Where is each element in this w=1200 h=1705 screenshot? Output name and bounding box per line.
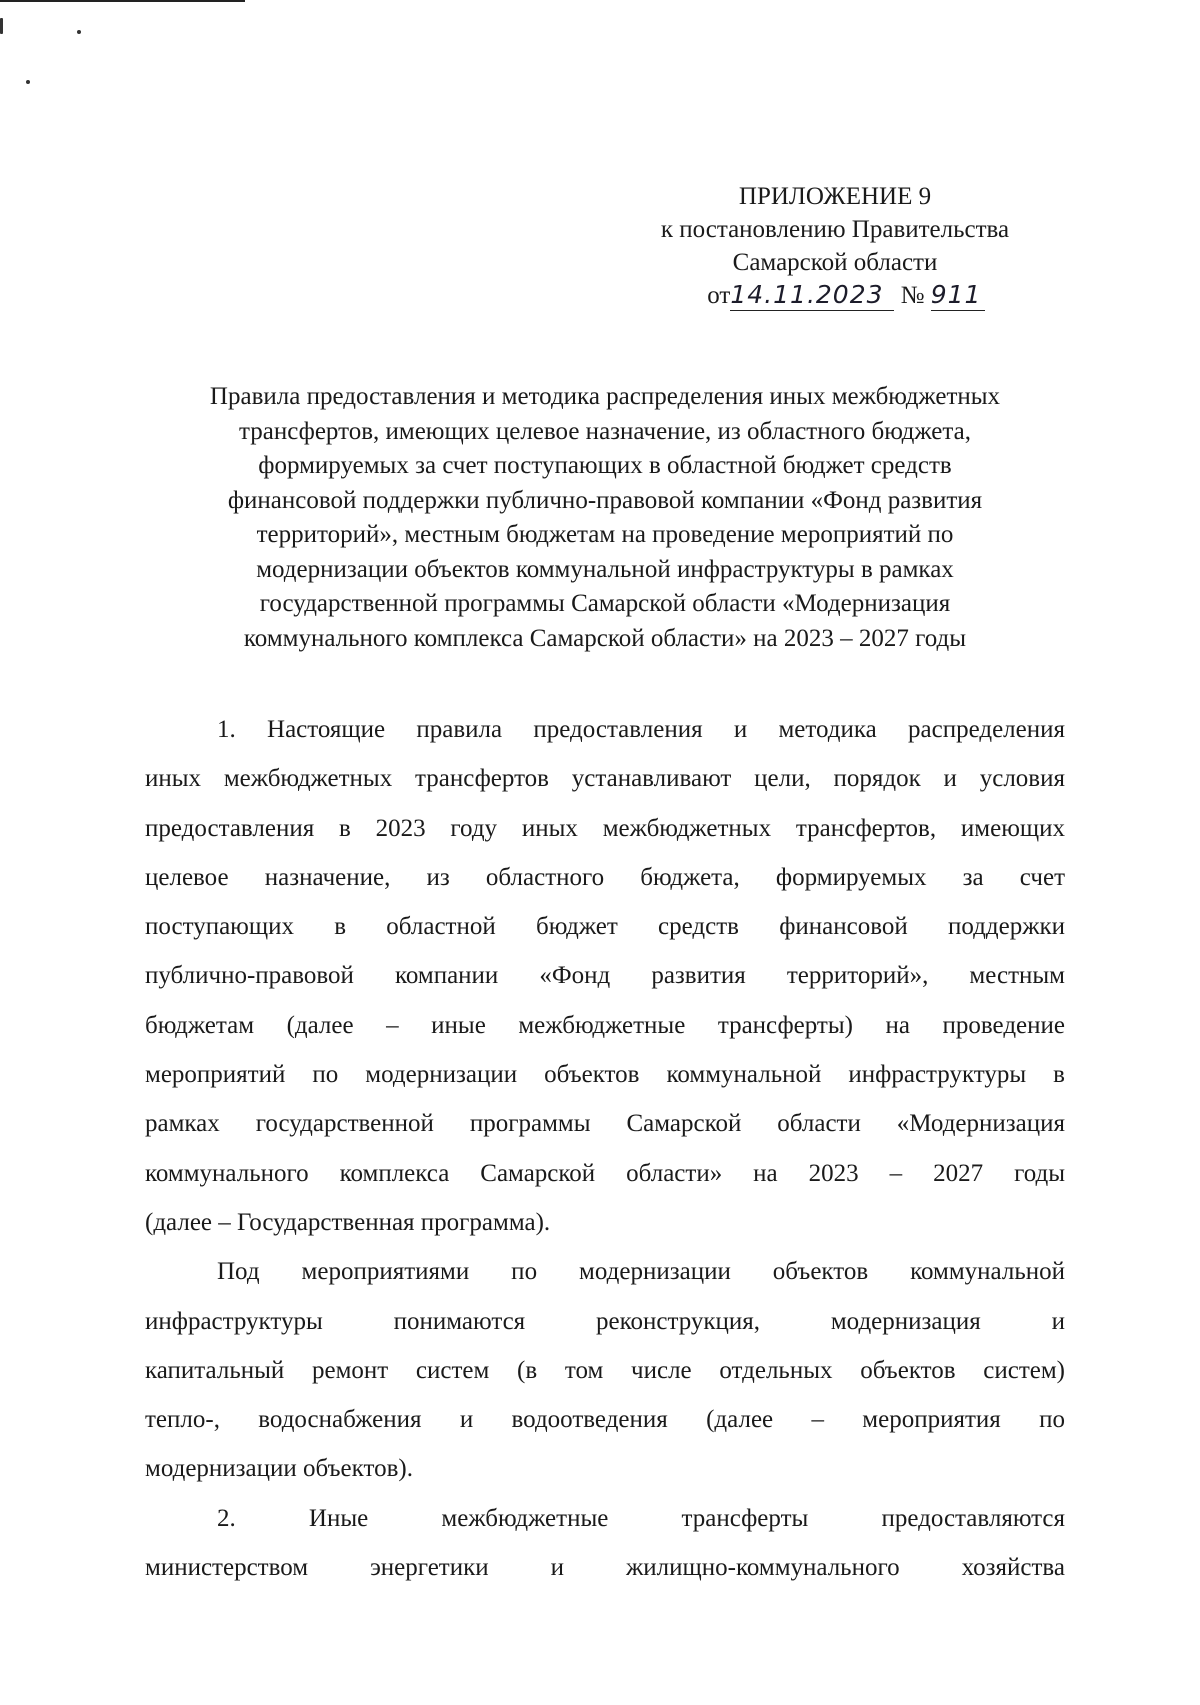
body-line: 2. Иные межбюджетные трансферты предоставляются [217,1504,1065,1532]
appendix-header [600,180,1070,312]
body-line: публично-правовой компании «Фонд развития территорий», местным [145,962,1065,990]
appendix-region: Самарской области [732,249,938,276]
body-line: тепло-, водоснабжения и водоотведения (далее – мероприятия по [145,1406,1065,1434]
body-line: целевое назначение, из областного бюджета, формируемых за счет [145,863,1065,891]
title-line: коммунального комплекса Самарской области» на 2023 – 2027 годы [243,624,967,652]
body-line: (далее – Государственная программа). [145,1208,551,1236]
body-line: рамках государственной программы Самарской области «Модернизация [145,1110,1065,1138]
title-line: финансовой поддержки публично-правовой компании «Фонд развития [227,486,983,514]
paragraph-1 [145,705,1065,1247]
handwritten-number: 911 [931,280,985,311]
paragraph-3 [145,1494,1065,1593]
handwritten-date: 14.11.2023 [730,280,894,311]
body-line: предоставления в 2023 году иных межбюджетных трансфертов, имеющих [145,814,1065,842]
document-body [145,705,1065,1592]
body-line: иных межбюджетных трансфертов устанавливают цели, порядок и условия [145,765,1065,793]
scan-speck [77,30,81,34]
title-line: модернизации объектов коммунальной инфраструктуры в рамках [256,555,954,583]
scan-speck [26,80,30,84]
document-title [140,380,1070,656]
body-line: министерством энергетики и жилищно-коммунального хозяйства [145,1554,1065,1582]
body-line: Под мероприятиями по модернизации объектов коммунальной [217,1258,1065,1286]
scan-edge-line [0,0,245,2]
body-line: 1. Настоящие правила предоставления и методика распределения [217,716,1065,743]
appendix-date-number-line [600,279,1070,312]
body-line: капитальный ремонт систем (в том числе отдельных объектов систем) [145,1356,1065,1384]
title-line: территорий», местным бюджетам на проведение мероприятий по [256,521,954,548]
body-line: коммунального комплекса Самарской области» на 2023 – 2027 годы [145,1159,1065,1187]
scan-speck [0,18,3,34]
appendix-subtitle: к постановлению Правительства [660,216,1010,243]
title-line: Правила предоставления и методика распределения иных межбюджетных [209,383,1001,410]
title-line: формируемых за счет поступающих в областной бюджет средств [258,452,952,479]
paragraph-2 [145,1247,1065,1493]
title-line: трансфертов, имеющих целевое назначение, из областного бюджета, [239,417,971,445]
number-prefix: № [900,282,925,309]
body-line: мероприятий по модернизации объектов коммунальной инфраструктуры в [145,1061,1065,1089]
body-line: бюджетам (далее – иные межбюджетные трансферты) на проведение [145,1011,1065,1039]
title-line: государственной программы Самарской области «Модернизация [259,590,951,617]
body-line: инфраструктуры понимаются реконструкция, модернизация и [145,1307,1065,1335]
body-line: модернизации объектов). [145,1455,413,1483]
date-prefix: от [707,282,731,309]
body-line: поступающих в областной бюджет средств финансовой поддержки [145,913,1065,941]
appendix-title: ПРИЛОЖЕНИЕ 9 [738,183,932,210]
